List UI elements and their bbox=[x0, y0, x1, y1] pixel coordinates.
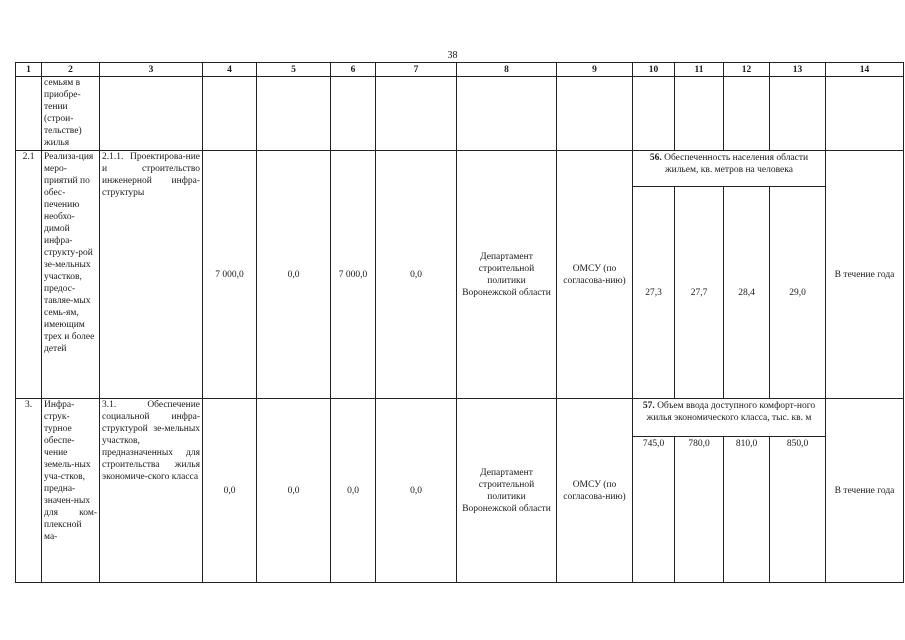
event-name: Инфра-струк-турное обеспе-чение земель-ных уча-стков, предна-значен-ных для ком-плексной ма- bbox=[42, 399, 100, 583]
finance-col4: 0,0 bbox=[203, 399, 257, 583]
executor: Департамент строительной политики Воронежской области bbox=[457, 151, 557, 399]
row-number: 2.1 bbox=[16, 151, 42, 399]
finance-col7: 0,0 bbox=[376, 399, 457, 583]
finance-col5: 0,0 bbox=[257, 151, 331, 399]
column-header-10: 10 bbox=[633, 63, 675, 77]
indicator-number: 56. bbox=[649, 153, 662, 163]
indicator-title bbox=[633, 399, 826, 437]
term: В течение года bbox=[826, 151, 904, 399]
column-header-9: 9 bbox=[557, 63, 633, 77]
column-header-3: 3 bbox=[100, 63, 203, 77]
column-header-8: 8 bbox=[457, 63, 557, 77]
finance-col7: 0,0 bbox=[376, 151, 457, 399]
indicator-text: Объем ввода доступного комфорт-ного жилья экономического класса, тыс. кв. м bbox=[646, 401, 816, 423]
program-table bbox=[15, 62, 904, 583]
header-row bbox=[16, 63, 904, 77]
column-header-7: 7 bbox=[376, 63, 457, 77]
measure-description: 2.1.1. Проектирова-ние и строительство инженерной инфра-структуры bbox=[100, 151, 203, 399]
finance-col6: 0,0 bbox=[331, 399, 376, 583]
table-row bbox=[16, 399, 904, 437]
indicator-value: 745,0 bbox=[633, 437, 675, 583]
column-header-11: 11 bbox=[675, 63, 724, 77]
finance-col6: 7 000,0 bbox=[331, 151, 376, 399]
measure-description: 3.1. Обеспечение социальной инфра-структурой зе-мельных участков, предназначенных для строительства жилья экономиче-ского класса bbox=[100, 399, 203, 583]
co-executor: ОМСУ (по согласова-нию) bbox=[557, 151, 633, 399]
column-header-6: 6 bbox=[331, 63, 376, 77]
column-header-13: 13 bbox=[770, 63, 826, 77]
indicator-title bbox=[633, 151, 826, 187]
indicator-value: 27,3 bbox=[633, 187, 675, 399]
column-header-14: 14 bbox=[826, 63, 904, 77]
indicator-text: Обеспеченность населения области жильем, кв. метров на человека bbox=[664, 153, 809, 175]
indicator-number: 57. bbox=[642, 401, 655, 411]
indicator-value: 780,0 bbox=[675, 437, 724, 583]
event-name: Реализа-ция меро-приятий по обес-печению необхо-димой инфра-структу-рой зе-мельных участков, предос-тавляе-мых семь-ям, имеющим трех и более детей bbox=[42, 151, 100, 399]
indicator-value: 28,4 bbox=[724, 187, 770, 399]
column-header-4: 4 bbox=[203, 63, 257, 77]
indicator-value: 29,0 bbox=[770, 187, 826, 399]
indicator-value: 810,0 bbox=[724, 437, 770, 583]
co-executor: ОМСУ (по согласова-нию) bbox=[557, 399, 633, 583]
finance-col5: 0,0 bbox=[257, 399, 331, 583]
indicator-value: 27,7 bbox=[675, 187, 724, 399]
executor: Департамент строительной политики Воронежской области bbox=[457, 399, 557, 583]
row-number: 3. bbox=[16, 399, 42, 583]
continuation-text: семьям в приобре-тении (строи-тельстве) жилья bbox=[42, 77, 100, 151]
finance-col4: 7 000,0 bbox=[203, 151, 257, 399]
column-header-2: 2 bbox=[42, 63, 100, 77]
column-header-12: 12 bbox=[724, 63, 770, 77]
column-header-1: 1 bbox=[16, 63, 42, 77]
indicator-value: 850,0 bbox=[770, 437, 826, 583]
table-row bbox=[16, 77, 904, 151]
page-number: 38 bbox=[447, 50, 458, 61]
column-header-5: 5 bbox=[257, 63, 331, 77]
term: В течение года bbox=[826, 399, 904, 583]
table-row bbox=[16, 151, 904, 187]
